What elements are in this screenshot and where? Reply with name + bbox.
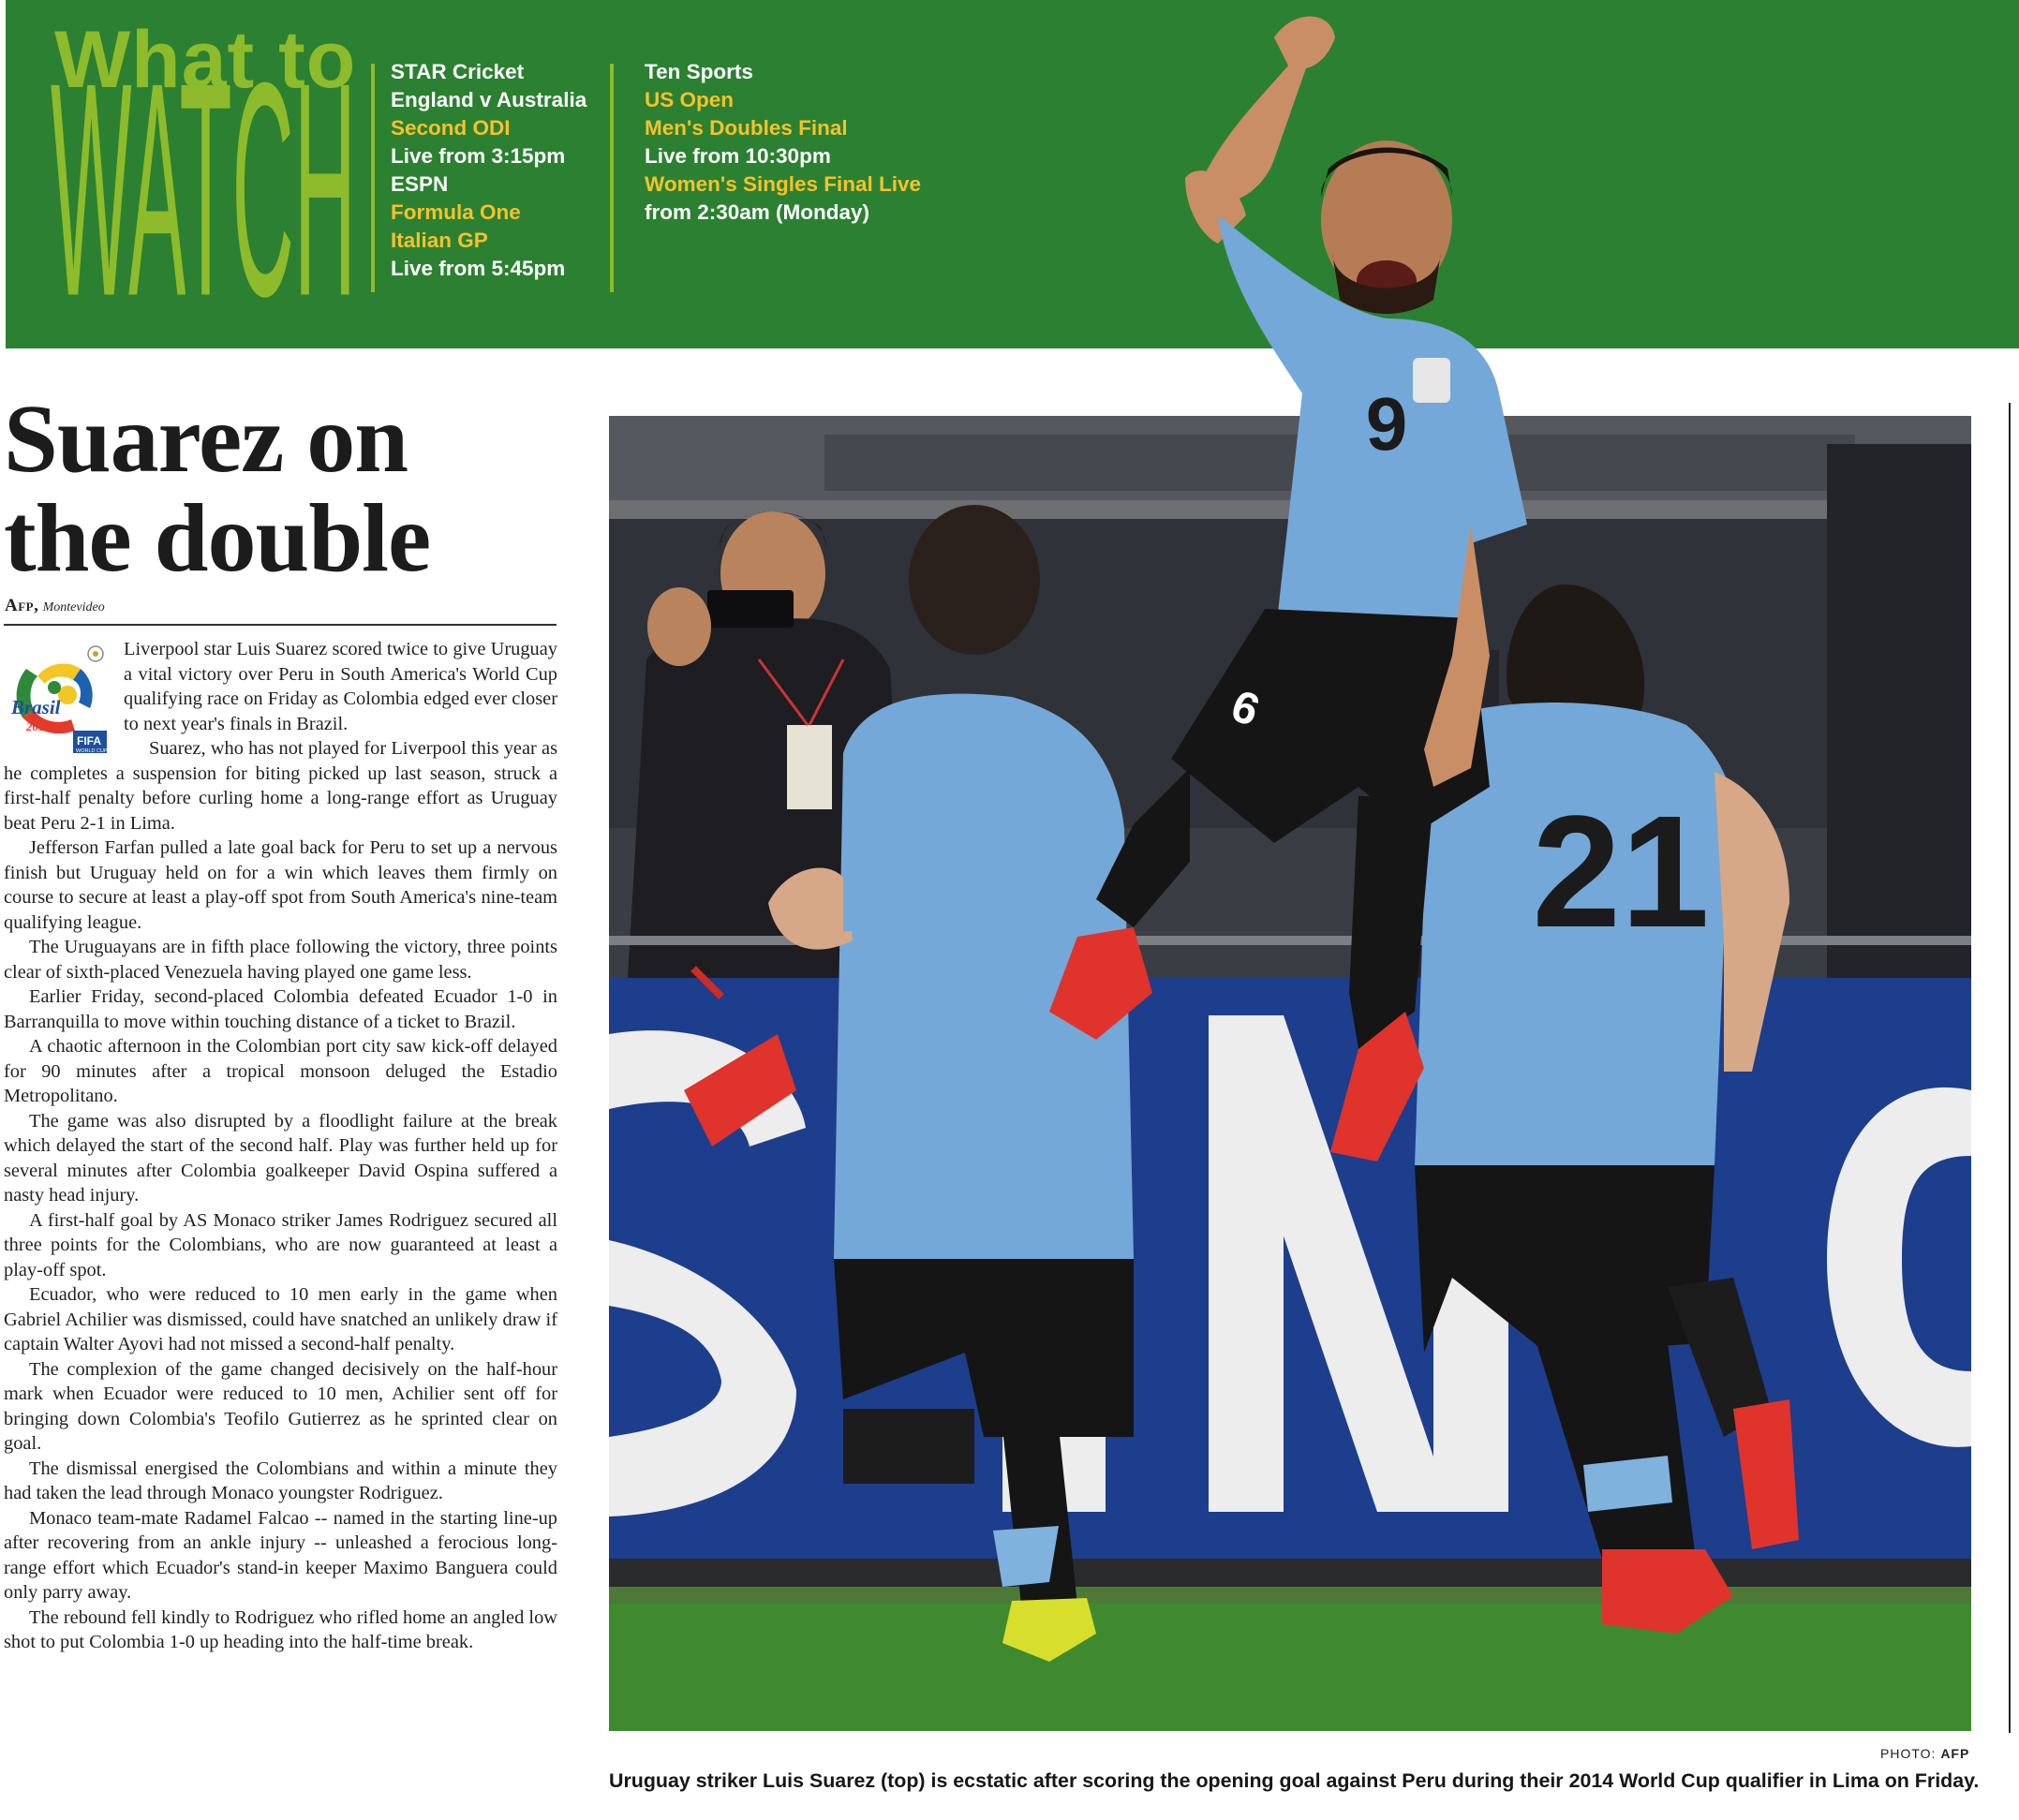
- article-paragraph: Ecuador, who were reduced to 10 men early in the game when Gabriel Achilier was dismissed, could have snatched an unlikely draw if captain Walter Ayovi had not missed a second-half penalty.: [4, 1284, 557, 1354]
- article-paragraph: Earlier Friday, second-placed Colombia defeated Ecuador 1-0 in Barranquilla to move within touching distance of a ticket to Brazil.: [4, 986, 557, 1032]
- byline: [5, 596, 105, 616]
- article-paragraph: Jefferson Farfan pulled a late goal back for Peru to set up a nervous finish but Uruguay held on for a win which leaves them firmly on course to secure at least a play-off spot from South America's nine-team qualifying league.: [4, 837, 557, 933]
- schedule-line: from 2:30am (Monday): [645, 200, 870, 224]
- schedule-line: Live from 3:15pm: [391, 144, 566, 168]
- article-paragraph: A first-half goal by AS Monaco striker James Rodriguez secured all three points for the Colombians, who are now guaranteed at least a play-off spot.: [4, 1209, 557, 1280]
- byline-divider: [4, 624, 557, 626]
- article-paragraph: A chaotic afternoon in the Colombian port city saw kick-off delayed for 90 minutes after a tropical monsoon deluged the Estadio Metropolitano.: [4, 1036, 557, 1106]
- schedule-line: ESPN: [391, 172, 449, 196]
- schedule-line: Live from 5:45pm: [391, 257, 566, 280]
- schedule-column-star-espn: [391, 58, 586, 283]
- schedule-line: Men's Doubles Final: [645, 116, 848, 140]
- article-paragraph: The Uruguayans are in fifth place following the victory, three points clear of sixth-placed Venezuela having played one game less.: [4, 937, 557, 983]
- article-paragraph: The game was also disrupted by a floodlight failure at the break which delayed the start of the second half. Play was further held up for several minutes after Colombia goalkeeper David Ospina suffered a nasty head injury.: [4, 1110, 557, 1206]
- banner-title-small: What to: [54, 15, 357, 105]
- brasil-2014-fifa-world-cup-logo-icon: [6, 641, 109, 757]
- schedule-line: Formula One: [391, 200, 521, 224]
- article-paragraph: Suarez, who has not played for Liverpool this year as he completes a suspension for biting picked up last season, struck a first-half penalty before curling home a long-range effort as Uruguay beat Peru 2-1 in Lima.: [4, 738, 557, 834]
- schedule-line: Italian GP: [391, 229, 488, 252]
- suarez-jumping: [1077, 0, 1527, 1255]
- headline-line-2: the double: [4, 484, 431, 592]
- article-paragraph: The rebound fell kindly to Rodriguez who rifled home an angled low shot to put Colombia 1-0 up heading into the half-time break.: [4, 1606, 557, 1652]
- photo-credit-agency: AFP: [1940, 1746, 1970, 1761]
- schedule-line: Ten Sports: [645, 60, 753, 83]
- jersey-number-21: 21: [1532, 783, 1710, 961]
- headline: [4, 385, 585, 592]
- banner-title-big-text: WATCH: [51, 77, 356, 302]
- schedule-line: Live from 10:30pm: [645, 144, 831, 168]
- logo-text-year: 2014: [26, 719, 51, 733]
- column-divider: [2009, 403, 2011, 1733]
- article-paragraph: Liverpool star Luis Suarez scored twice to give Uruguay a vital victory over Peru in South America's World Cup qualifying race on Friday as Colombia edged ever closer to next year's finals in Brazil.: [124, 639, 557, 734]
- schedule-line: Second ODI: [391, 116, 511, 140]
- schedule-line: Women's Singles Final Live: [645, 172, 922, 196]
- what-to-watch-banner: [6, 0, 2019, 348]
- photo-caption: Uruguay striker Luis Suarez (top) is ecstatic after scoring the opening goal against Peru during their 2014 World Cup qualifier in Lima on Friday.: [609, 1769, 1980, 1792]
- article-paragraph: Monaco team-mate Radamel Falcao -- named in the starting line-up after recovering from an ankle injury -- unleashed a ferocious long-range effort which Ecuador's stand-in keeper Maximo Banguera could only parry away.: [4, 1507, 557, 1603]
- article-paragraph: The dismissal energised the Colombians and within a minute they had taken the lead through Monaco youngster Rodriguez.: [4, 1457, 557, 1503]
- shorts-number-9: 9: [1225, 679, 1267, 735]
- article-paragraph: The complexion of the game changed decisively on the half-hour mark when Ecuador were reduced to 10 men, Achilier sent off for bringing down Colombia's Teofilo Gutierrez as he sprinted clear on goal.: [4, 1358, 557, 1454]
- schedule-column-ten-sports: [645, 58, 921, 227]
- banner-divider: [610, 64, 614, 292]
- schedule-line: US Open: [645, 88, 735, 111]
- logo-text-brasil: Brasil: [11, 696, 61, 718]
- headline-line-1: Suarez on: [4, 385, 408, 493]
- banner-divider: [371, 64, 375, 292]
- photo-credit: [1880, 1746, 1969, 1761]
- banner-title-big: [51, 77, 360, 302]
- schedule-line: STAR Cricket: [391, 60, 525, 83]
- logo-text-fifa: FIFA: [77, 734, 101, 747]
- logo-text-wc: WORLD CUP: [76, 748, 108, 754]
- article-body: [4, 637, 557, 1655]
- byline-place: Montevideo: [42, 600, 105, 614]
- jersey-number-9: 9: [1365, 382, 1408, 466]
- photo-credit-label: PHOTO:: [1880, 1746, 1937, 1761]
- schedule-line: England v Australia: [391, 88, 587, 111]
- byline-agency: Afp,: [5, 596, 39, 615]
